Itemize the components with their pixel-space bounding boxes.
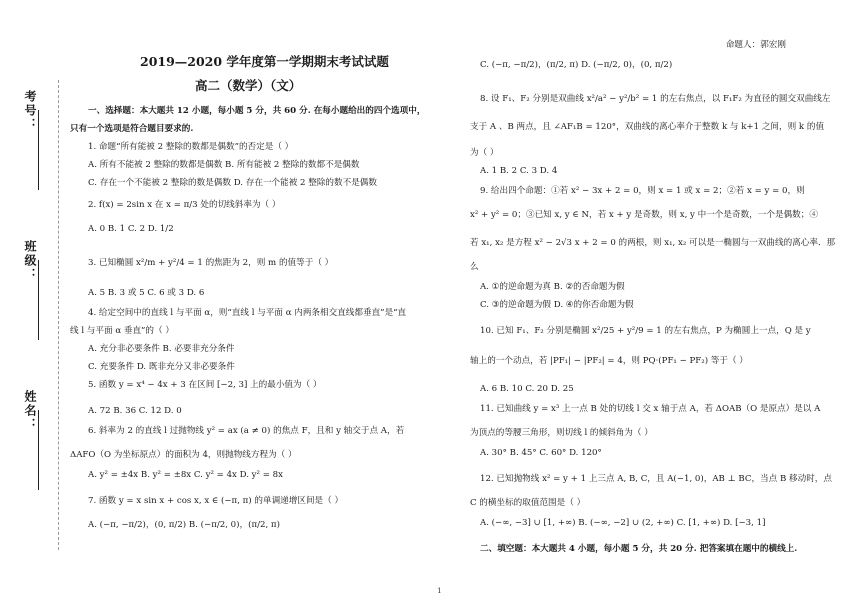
name-field [10,390,50,500]
question-1: 1. 命题“所有能被 2 整除的数都是偶数”的否定是（ ） [88,142,294,152]
exam-number-label: 考号： [23,90,37,132]
author-note: 命题人：郭宏刚 [725,40,786,50]
question-10-options: A. 6 B. 10 C. 20 D. 25 [480,384,574,394]
question-8-cont: 支于 A 、B 两点，且 ∠AF₁B = 120°，双曲线的离心率介于整数 k 与 k+1 之间，则 k 的值 [470,122,825,132]
question-11-cont: 为顶点的等腰三角形，则切线 l 的倾斜角为（ ） [470,428,653,438]
question-3: 3. 已知椭圆 x²/m + y²/4 = 1 的焦距为 2，则 m 的值等于（ ） [88,258,334,268]
name-label: 姓名： [23,390,37,432]
binding-margin [10,90,50,510]
question-4-cont: 线 l 与平面 α 垂直”的（ ） [70,326,174,336]
question-9-options-ab: A. ①的逆命题为真 B. ②的否命题为假 [480,282,625,292]
question-9: 9. 给出四个命题：①若 x² − 3x + 2 = 0，则 x = 1 或 x = 2；②若 x = y = 0，则 [480,186,805,196]
question-12-cont: C 的横坐标的取值范围是（ ） [470,498,586,508]
class-label: 班级： [23,240,37,282]
question-7-options-cd: C. (−π, −π/2)，(π/2, π) D. (−π/2, 0)，(0, π/2) [480,60,673,70]
question-9-cont-3: 么 [470,262,479,272]
question-7: 7. 函数 y = x sin x + cos x, x ∈ (−π, π) 的单调递增区间是（ ） [88,496,344,506]
exam-title: 2019—2020 学年度第一学期期末考试试题 [140,54,389,69]
question-11: 11. 已知曲线 y = x³ 上一点 B 处的切线 l 交 x 轴于点 A，若 ΔOAB（O 是原点）是以 A [480,404,821,414]
question-11-options: A. 30° B. 45° C. 60° D. 120° [480,448,602,458]
question-5-options: A. 72 B. 36 C. 12 D. 0 [88,406,182,416]
question-1-options-ab: A. 所有不能被 2 整除的数都是偶数 B. 所有能被 2 整除的数都不是偶数 [88,160,360,170]
question-9-options-cd: C. ③的逆命题为假 D. ④的你否命题为假 [480,300,634,310]
name-line [38,410,39,490]
question-9-cont-2: 若 x₁, x₂ 是方程 x² − 2√3 x + 2 = 0 的两根，则 x₁, x₂ 可以是一椭圆与一双曲线的离心率．那 [470,238,836,248]
question-8-options: A. 1 B. 2 C. 3 D. 4 [480,166,558,176]
question-4-options-ab: A. 充分非必要条件 B. 必要非充分条件 [88,344,235,354]
question-12: 12. 已知抛物线 x² = y + 1 上三点 A, B, C，且 A(−1, 0)，AB ⊥ BC，当点 B 移动时，点 [480,474,832,484]
question-10: 10. 已知 F₁、F₂ 分别是椭圆 x²/25 + y²/9 = 1 的左右焦点，P 为椭圆上一点，Q 是 y [480,326,811,336]
page-number: 1 [437,586,442,595]
class-line [38,260,39,340]
question-1-options-cd: C. 存在一个不能被 2 整除的数是偶数 D. 存在一个能被 2 整除的数不是偶数 [88,178,377,188]
exam-number-field [10,90,50,200]
question-6-options: A. y² = ±4x B. y² = ±8x C. y² = 4x D. y² = 8x [88,470,283,480]
question-8-cont-2: 为（ ） [470,148,499,158]
exam-number-line [38,110,39,190]
section-one-heading-cont: 只有一个选项是符合题目要求的. [70,124,194,134]
question-10-cont: 轴上的一个动点，若 |PF₁| − |PF₂| = 4，则 PQ·(PF₁ − PF₂) 等于（ ） [470,356,748,366]
question-7-options-ab: A. (−π, −π/2)，(0, π/2) B. (−π/2, 0)，(π/2, π) [88,520,280,530]
section-one-heading: 一、选择题：本大题共 12 小题，每小题 5 分，共 60 分. 在每小题给出的四个选项中， [88,106,426,116]
question-2-options: A. 0 B. 1 C. 2 D. 1/2 [88,224,174,234]
question-6: 6. 斜率为 2 的直线 l 过抛物线 y² = ax (a ≠ 0) 的焦点 F，且和 y 轴交于点 A，若 [88,426,405,436]
question-6-cont: ΔAFO（O 为坐标原点）的面积为 4，则抛物线方程为（ ） [70,450,297,460]
question-2: 2. f(x) = 2sin x 在 x = π/3 处的切线斜率为（ ） [88,200,281,210]
question-5: 5. 函数 y = x⁴ − 4x + 3 在区间 [−2, 3] 上的最小值为（ ） [88,380,322,390]
question-3-options: A. 5 B. 3 或 5 C. 6 或 3 D. 6 [88,288,205,298]
question-4-options-cd: C. 充要条件 D. 既非充分又非必要条件 [88,362,235,372]
question-4: 4. 给定空间中的直线 l 与平面 α，则“直线 l 与平面 α 内两条相交直线都垂直”是“直 [88,308,407,318]
question-12-options: A. (−∞, −3] ∪ [1, +∞) B. (−∞, −2] ∪ (2, +∞) C. [1, +∞) D. [−3, 1] [480,518,766,528]
section-two-heading: 二、填空题：本大题共 4 小题，每小题 5 分，共 20 分. 把答案填在题中的横线上. [480,544,798,554]
cut-line [58,80,59,550]
class-field [10,240,50,350]
question-9-cont: x² + y² = 0；③已知 x, y ∈ N，若 x + y 是奇数，则 x, y 中一个是奇数，一个是偶数；④ [470,210,818,220]
exam-subtitle: 高二（数学）（文） [195,78,302,93]
question-8: 8. 设 F₁、F₂ 分别是双曲线 x²/a² − y²/b² = 1 的左右焦点，以 F₁F₂ 为直径的圆交双曲线左 [480,94,831,104]
